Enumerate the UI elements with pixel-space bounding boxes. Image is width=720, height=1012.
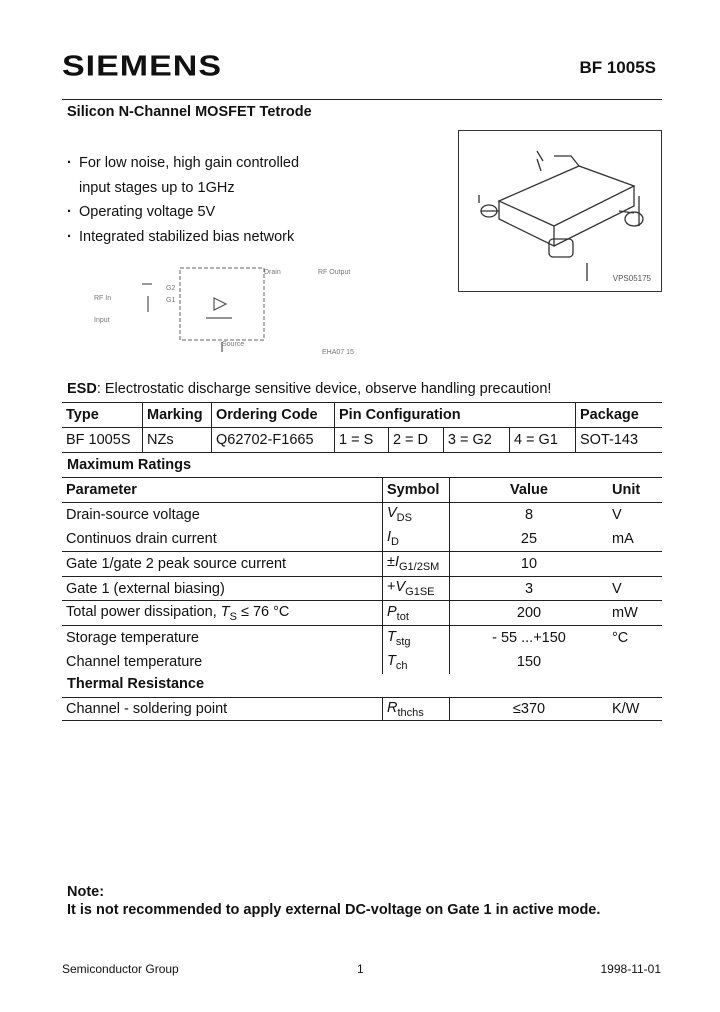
footer-date: 1998-11-01 [600, 962, 661, 976]
ratings-row [62, 527, 662, 551]
value: 25 [450, 527, 609, 551]
thermal-resistance-title: Thermal Resistance [67, 676, 205, 692]
value: ≤370 [450, 698, 609, 721]
col-pin-configuration: Pin Configuration [335, 403, 576, 428]
thermal-row [62, 698, 662, 721]
unit: °C [612, 630, 629, 647]
symbol: $T_{stg}$ [383, 626, 450, 650]
col-type: Type [62, 403, 143, 428]
pin1-value: 1 = S [335, 428, 389, 453]
thermal-resistance-table [62, 697, 662, 721]
max-ratings-table [62, 477, 662, 674]
note-text: It is not recommended to apply external DC-voltage on Gate 1 in active mode. [67, 902, 601, 918]
ratings-row [62, 626, 662, 650]
ordering-code-value: Q62702-F1665 [212, 428, 335, 453]
param: Channel temperature [66, 654, 203, 671]
equivalent-circuit-diagram [82, 262, 382, 362]
note-title: Note: [67, 884, 105, 900]
value: 10 [450, 551, 609, 576]
value: - 55 ...+150 [492, 630, 566, 647]
param: Storage temperature [66, 630, 199, 647]
svg-text:EHA07 15: EHA07 15 [322, 349, 354, 356]
symbol: $I_D$ [383, 527, 450, 551]
sot143-package-icon [459, 131, 661, 291]
value: 3 [450, 576, 609, 601]
ratings-row [62, 576, 662, 601]
footer-left: Semiconductor Group [62, 962, 179, 976]
unit: V [608, 576, 662, 601]
unit [608, 551, 662, 576]
pin3-value: 3 = G2 [443, 428, 509, 453]
type-value: BF 1005S [62, 428, 143, 453]
col-parameter: Parameter [62, 478, 383, 503]
feature-list [67, 151, 299, 249]
ratings-row [62, 502, 662, 526]
value: 150 [516, 654, 542, 671]
symbol: $R_{thchs}$ [383, 698, 450, 721]
svg-text:RF Output: RF Output [318, 269, 351, 276]
ratings-row [62, 601, 662, 626]
col-marking: Marking [143, 403, 212, 428]
col-package: Package [576, 403, 663, 428]
marking-value: NZs [143, 428, 212, 453]
param: Gate 1/gate 2 peak source current [62, 551, 383, 576]
svg-text:G2: G2 [166, 285, 176, 292]
param: Continuos drain current [62, 527, 383, 551]
package-drawing-frame [458, 130, 662, 292]
param: Drain-source voltage [66, 506, 200, 523]
param: Total power dissipation, $T_S \le 76$ °C [62, 601, 383, 626]
type-table [62, 402, 662, 453]
package-drawing-code: VPS05175 [612, 274, 651, 283]
page-number: 1 [357, 962, 364, 976]
svg-text:Source: Source [222, 341, 245, 348]
type-table-header [62, 403, 662, 428]
symbol: $+V_{G1SE}$ [383, 576, 450, 601]
svg-text:Input: Input [94, 317, 110, 324]
symbol: $V_{DS}$ [383, 502, 450, 526]
param: Gate 1 (external biasing) [62, 576, 383, 601]
feature-item: · Operating voltage 5V [67, 200, 299, 225]
ratings-row [62, 650, 662, 674]
package-value: SOT-143 [576, 428, 663, 453]
unit [608, 650, 662, 674]
symbol: $T_{ch}$ [383, 650, 450, 674]
col-unit: Unit [608, 478, 662, 503]
feature-item: · For low noise, high gain controlled [67, 151, 299, 176]
header-rule [62, 99, 662, 100]
value: 8 [524, 506, 534, 523]
note-block [67, 883, 600, 919]
part-number: BF 1005S [579, 58, 656, 77]
esd-warning [67, 381, 551, 397]
symbol: $P_{tot}$ [383, 601, 450, 626]
pin4-value: 4 = G1 [509, 428, 575, 453]
unit: mA [608, 527, 662, 551]
col-symbol: Symbol [383, 478, 450, 503]
col-ordering-code: Ordering Code [212, 403, 335, 428]
unit: V [612, 506, 622, 523]
svg-text:Drain: Drain [264, 269, 281, 276]
unit: K/W [608, 698, 662, 721]
col-value: Value [450, 478, 609, 503]
device-subtitle: Silicon N-Channel MOSFET Tetrode [67, 104, 312, 120]
siemens-logo: SIEMENS [62, 50, 223, 83]
svg-text:RF In: RF In [94, 295, 112, 302]
svg-text:G1: G1 [166, 297, 176, 304]
esd-label: ESD [67, 381, 97, 397]
type-table-row [62, 428, 662, 453]
esd-text: : Electrostatic discharge sensitive device, observe handling precaution! [96, 381, 552, 397]
value: 200 [450, 601, 609, 626]
pin2-value: 2 = D [388, 428, 443, 453]
feature-item: · Integrated stabilized bias network [67, 225, 299, 250]
max-ratings-title: Maximum Ratings [67, 457, 192, 473]
symbol: $\pm I_{G1/2SM}$ [383, 551, 450, 576]
ratings-header [62, 478, 662, 503]
unit: mW [608, 601, 662, 626]
ratings-row [62, 551, 662, 576]
feature-item-continued: input stages up to 1GHz [79, 179, 235, 196]
param: Channel - soldering point [62, 698, 383, 721]
